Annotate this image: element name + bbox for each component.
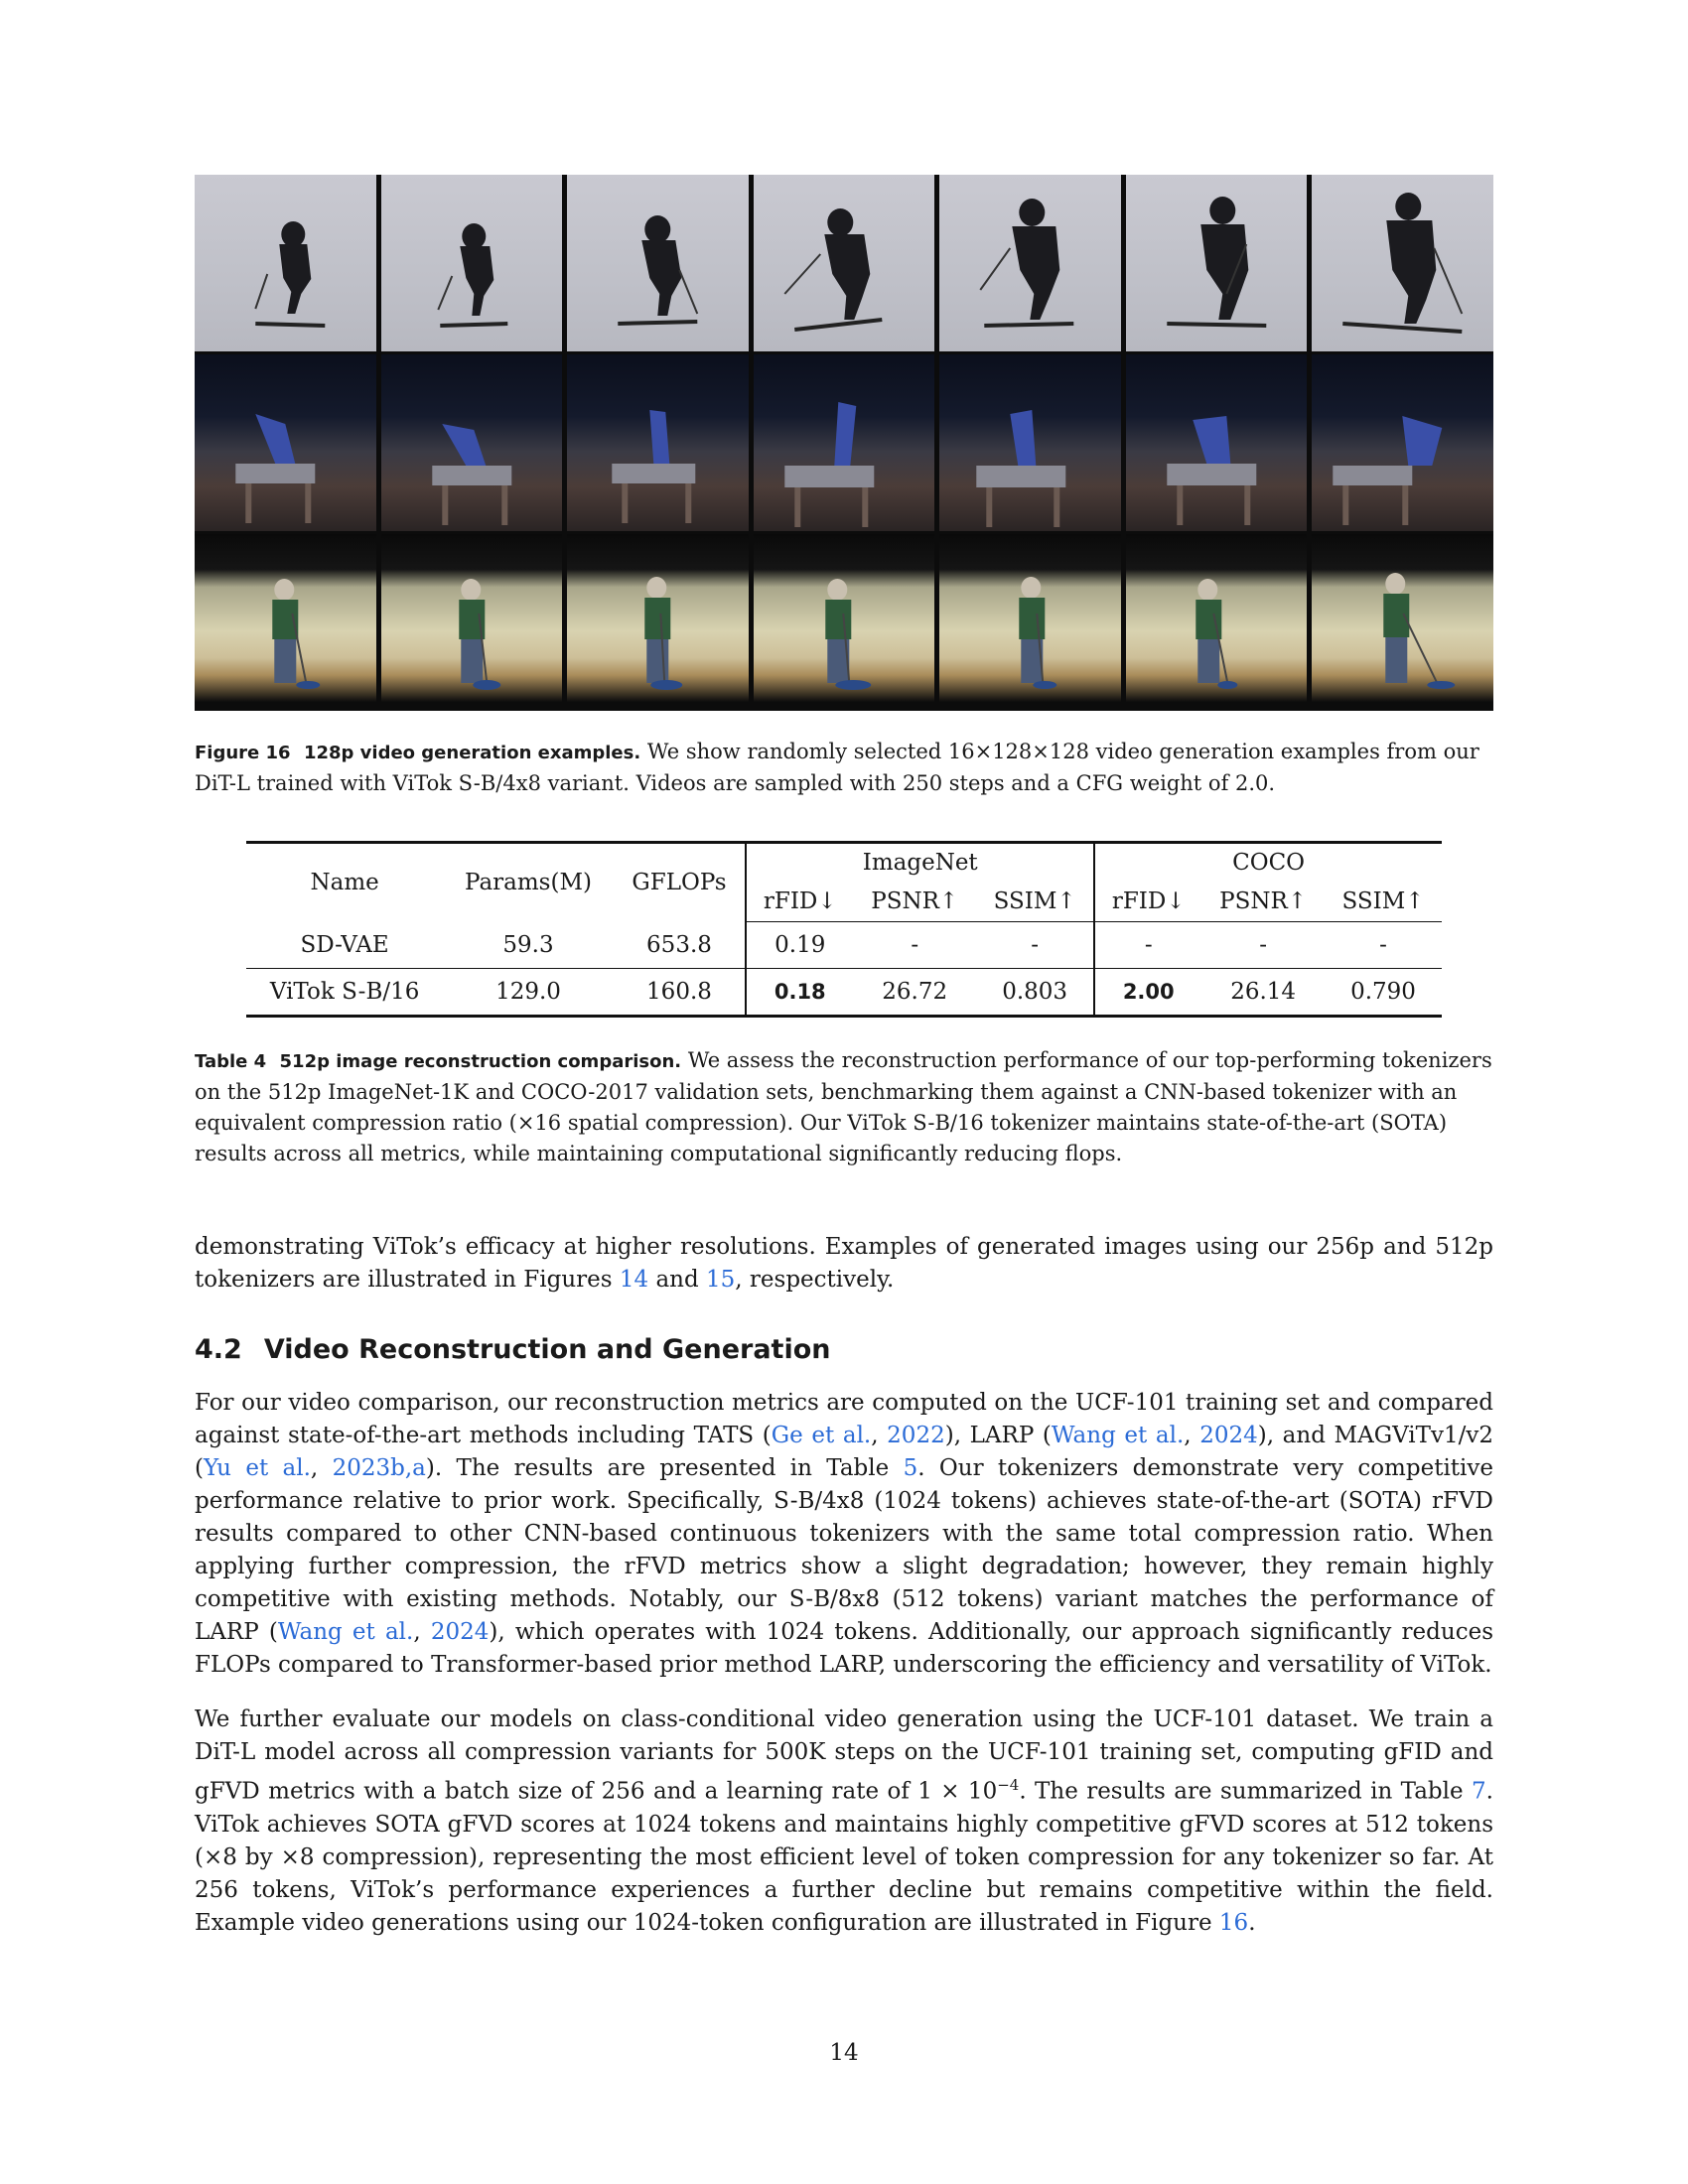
table-header-row (246, 843, 1442, 883)
skier-frame (1126, 175, 1308, 351)
mop-row (195, 534, 1493, 711)
section-title: Video Reconstruction and Generation (263, 1334, 831, 1365)
table-caption-text: We assess the reconstruction performance of our top-performing tokenizers on the 512p ImageNet-1K and COCO-2017 validation sets, benchmarking them against a CNN-based tokenizer with an equivalent compression ratio (×16 spatial compression). Our ViTok S-B/16 tokenizer maintains state-of-the-art (SOTA) results across all metrics, while maintaining computational significantly reducing flops. (195, 1048, 1492, 1165)
text-run: . ViTok achieves SOTA gFVD scores at 1024 tokens and maintains highly competitive gFVD scores at 512 tokens (×8 by ×8 compression), representing the most efficient level of token compression for any tokenizer so far. At 256 tokens, ViTok’s performance experiences a further decline but remains competitive within the field. Example video generations using our 1024-token configuration are illustrated in Figure (195, 1778, 1493, 1936)
cell-in-psnr: - (853, 922, 976, 969)
cell-in-rfid: 0.18 (746, 969, 853, 1017)
text-run: . Our tokenizers demonstrate very competitive performance relative to prior work. Specifically, S-B/4x8 (1024 tokens) achieves state-of-the-art (SOTA) rFVD results compared to other CNN-based continuous tokenizers with the same total compression ratio. When applying further compression, the rFVD metrics show a slight degradation; however, they remain highly competitive with existing methods. Notably, our S-B/8x8 (512 tokens) variant matches the performance of LARP ( (195, 1455, 1494, 1645)
gymnast-row (195, 354, 1493, 531)
citation-link[interactable]: 2024 (1199, 1423, 1258, 1448)
header-coco: COCO (1094, 843, 1442, 883)
citation-link[interactable]: Ge et al. (771, 1423, 872, 1448)
cell-in-ssim: - (976, 922, 1094, 969)
text-run: ), and MAGViTv1/v2 ( (195, 1423, 1493, 1481)
section-heading (195, 1334, 1493, 1365)
cell-in-rfid: 0.19 (746, 922, 853, 969)
gymnast-frame (195, 354, 376, 531)
table-row (246, 922, 1442, 969)
gymnast-frame (1126, 354, 1308, 531)
mop-frame (1126, 534, 1308, 711)
reconstruction-table (246, 841, 1442, 1018)
skier-row (195, 175, 1493, 351)
header-in-rfid: rFID↓ (746, 882, 853, 922)
figure-link[interactable]: 16 (1218, 1909, 1249, 1936)
page-content (195, 175, 1493, 1940)
skier-frame (381, 175, 563, 351)
citation-link[interactable]: 2024 (430, 1619, 490, 1645)
table-label: Table 4 (195, 1051, 267, 1072)
cell-gflops: 653.8 (614, 922, 747, 969)
page-number: 14 (829, 2040, 859, 2066)
text-run: We further evaluate our models on class-conditional video generation using the UCF-101 dataset. We train a DiT-L model across all compression variants for 500K steps on the UCF-101 training set, computing gFID and gFVD metrics with a batch size of 256 and a learning rate of 1 × 10 (195, 1706, 1493, 1805)
cell-in-ssim: 0.803 (976, 969, 1094, 1017)
paragraph (195, 1704, 1493, 1940)
header-gflops: GFLOPs (614, 843, 747, 922)
cell-co-ssim: 0.790 (1325, 969, 1442, 1017)
mop-frame (195, 534, 376, 711)
skier-frame (567, 175, 749, 351)
header-co-psnr: PSNR↑ (1201, 882, 1325, 922)
mop-frame (567, 534, 749, 711)
gymnast-frame (1312, 354, 1493, 531)
paragraph: For our video comparison, our reconstruction metrics are computed on the UCF-101 training set and compared against state-of-the-art methods including TATS (Ge et al., 2022), LARP (Wang et al., 2024), and MAGViTv1/v2 (Yu et al., 2023b,a). The results are presented in Table 5. Our tokenizers demonstrate very competitive performance relative to prior work. Specifically, S-B/4x8 (1024 tokens) achieves state-of-the-art (SOTA) rFVD results compared to other CNN-based continuous tokenizers with the same total compression ratio. When applying further compression, the rFVD metrics show a slight degradation; however, they remain highly competitive with existing methods. Notably, our S-B/8x8 (512 tokens) variant matches the performance of LARP (Wang et al., 2024), which operates with 1024 tokens. Additionally, our approach significantly reduces FLOPs compared to Transformer-based prior method LARP, underscoring the efficiency and versatility of ViTok. (195, 1390, 1494, 1678)
text-run: . (1248, 1909, 1256, 1936)
text-run: demonstrating ViTok’s efficacy at higher resolutions. Examples of generated images using our 256p and 512p tokenizers are illustrated in Figures (195, 1234, 1493, 1293)
table-link[interactable]: 7 (1472, 1778, 1486, 1805)
mop-frame (754, 534, 935, 711)
gymnast-frame (381, 354, 563, 531)
skier-frame (1312, 175, 1493, 351)
header-co-ssim: SSIM↑ (1325, 882, 1442, 922)
cell-co-rfid: 2.00 (1094, 969, 1201, 1017)
text-run: ), LARP ( (944, 1423, 1052, 1448)
cell-gflops: 160.8 (614, 969, 747, 1017)
text-run: , respectively. (735, 1267, 895, 1293)
text-run: and (648, 1267, 707, 1293)
section-number: 4.2 (195, 1334, 242, 1365)
skier-frame (939, 175, 1121, 351)
text-run: ). The results are presented in Table (425, 1455, 904, 1481)
figure-caption (195, 737, 1493, 799)
cell-co-ssim: - (1325, 922, 1442, 969)
table-row (246, 969, 1442, 1017)
figure-label: Figure 16 (195, 743, 291, 763)
header-in-ssim: SSIM↑ (976, 882, 1094, 922)
video-generation-figure (195, 175, 1493, 711)
gymnast-frame (567, 354, 749, 531)
text-run: ), which operates with 1024 tokens. Additionally, our approach significantly reduces FLOPs compared to Transformer-based prior method LARP, underscoring the efficiency and versatility of ViTok. (195, 1619, 1493, 1678)
citation-link[interactable]: 2023b,a (332, 1455, 426, 1481)
header-name: Name (246, 843, 443, 922)
header-params: Params(M) (443, 843, 613, 922)
text-run: For our video comparison, our reconstruction metrics are computed on the UCF-101 training set and compared against state-of-the-art methods including TATS ( (195, 1390, 1493, 1448)
table-caption (195, 1045, 1493, 1169)
exponent: −4 (997, 1776, 1020, 1794)
figure-link[interactable]: 15 (706, 1267, 736, 1293)
mop-frame (939, 534, 1121, 711)
mop-frame (381, 534, 563, 711)
citation-link[interactable]: 2022 (887, 1423, 945, 1448)
header-imagenet: ImageNet (746, 843, 1094, 883)
citation-link[interactable]: Yu et al. (203, 1455, 311, 1481)
gymnast-frame (754, 354, 935, 531)
figure-link[interactable]: 14 (619, 1267, 649, 1293)
cell-co-rfid: - (1094, 922, 1201, 969)
cell-in-psnr: 26.72 (853, 969, 976, 1017)
figure-title: 128p video generation examples. (303, 743, 641, 763)
cell-co-psnr: 26.14 (1201, 969, 1325, 1017)
text-run: . The results are summarized in Table (1019, 1778, 1473, 1805)
skier-frame (195, 175, 376, 351)
header-co-rfid: rFID↓ (1094, 882, 1201, 922)
table-link[interactable]: 5 (903, 1455, 918, 1481)
citation-link[interactable]: Wang et al. (277, 1619, 414, 1645)
cell-params: 129.0 (443, 969, 613, 1017)
mop-frame (1312, 534, 1493, 711)
cell-params: 59.3 (443, 922, 613, 969)
header-in-psnr: PSNR↑ (853, 882, 976, 922)
cell-name: ViTok S-B/16 (246, 969, 443, 1017)
skier-frame (754, 175, 935, 351)
table-title: 512p image reconstruction comparison. (279, 1051, 682, 1072)
citation-link[interactable]: Wang et al. (1051, 1423, 1185, 1448)
paragraph (195, 1231, 1493, 1297)
gymnast-frame (939, 354, 1121, 531)
cell-co-psnr: - (1201, 922, 1325, 969)
cell-name: SD-VAE (246, 922, 443, 969)
figure-caption-text: We show randomly selected 16×128×128 video generation examples from our DiT-L trained with ViTok S-B/4x8 variant. Videos are sampled with 250 steps and a CFG weight of 2.0. (195, 740, 1479, 795)
